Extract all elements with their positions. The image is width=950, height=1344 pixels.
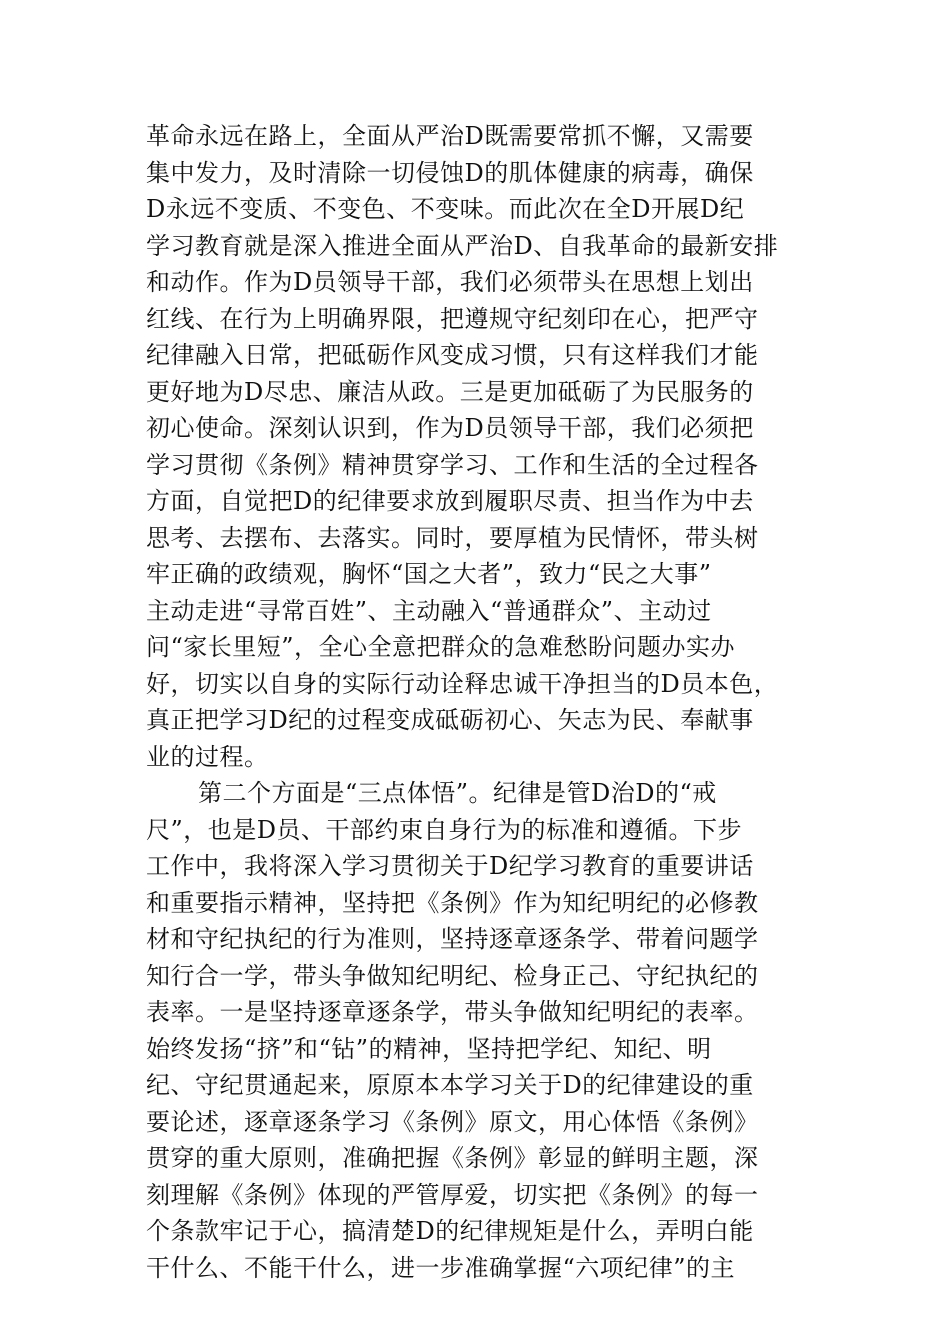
text-line: 学习贯彻《条例》精神贯穿学习、工作和生活的全过程各 xyxy=(146,450,759,479)
text-line: 和动作。作为D员领导干部，我们必须带头在思想上划出 xyxy=(146,268,754,296)
text-line: 始终发扬“挤”和“钻”的精神，坚持把学纪、知纪、明 xyxy=(146,1034,712,1063)
text-line: 真正把学习D纪的过程变成砥砺初心、矢志为民、奉献事 xyxy=(146,706,754,734)
paragraph-start-line: 第二个方面是“三点体悟”。纪律是管D治D的“戒 xyxy=(198,779,717,807)
text-line: 革命永远在路上，全面从严治D既需要常抓不懈，又需要 xyxy=(146,122,754,150)
text-line: 工作中，我将深入学习贯彻关于D纪学习教育的重要讲话 xyxy=(146,852,754,880)
text-line: 红线、在行为上明确界限，把遵规守纪刻印在心，把严守 xyxy=(146,304,759,333)
text-line: 干什么、不能干什么，进一步准确掌握“六项纪律”的主 xyxy=(146,1253,736,1282)
text-line: 问“家长里短”，全心全意把群众的急难愁盼问题办实办 xyxy=(146,633,736,661)
text-line: 纪律融入日常，把砥砺作风变成习惯，只有这样我们才能 xyxy=(146,341,759,369)
text-line: 学习教育就是深入推进全面从严治D、自我革命的最新安排 xyxy=(146,231,779,260)
text-line: 主动走进“寻常百姓”、主动融入“普通群众”、主动过 xyxy=(146,596,712,625)
text-line: 贯穿的重大原则，准确把握《条例》彰显的鲜明主题，深 xyxy=(146,1144,759,1172)
text-line: 初心使命。深刻认识到，作为D员领导干部，我们必须把 xyxy=(146,414,754,442)
text-line: 个条款牢记于心，搞清楚D的纪律规矩是什么，弄明白能 xyxy=(146,1217,754,1245)
text-line: 业的过程。 xyxy=(146,742,269,771)
text-line: 牢正确的政绩观，胸怀“国之大者”，致力“民之大事” xyxy=(146,560,712,588)
text-line: 表率。一是坚持逐章逐条学，带头争做知纪明纪的表率。 xyxy=(146,998,759,1026)
body-text xyxy=(146,118,810,1286)
text-line: 要论述，逐章逐条学习《条例》原文，用心体悟《条例》 xyxy=(146,1107,759,1136)
text-line: 方面，自觉把D的纪律要求放到履职尽责、担当作为中去 xyxy=(146,487,754,515)
text-line: 思考、去摆布、去落实。同时，要厚植为民情怀，带头树 xyxy=(146,523,759,552)
text-line: 集中发力，及时清除一切侵蚀D的肌体健康的病毒，确保 xyxy=(146,158,754,187)
text-line: 刻理解《条例》体现的严管厚爱，切实把《条例》的每一 xyxy=(146,1180,759,1209)
text-line: 纪、守纪贯通起来，原原本本学习关于D的纪律建设的重 xyxy=(146,1071,754,1099)
text-line: 知行合一学，带头争做知纪明纪、检身正己、守纪执纪的 xyxy=(146,961,759,990)
text-line: 更好地为D尽忠、廉洁从政。三是更加砥砺了为民服务的 xyxy=(146,377,754,406)
text-line: 和重要指示精神，坚持把《条例》作为知纪明纪的必修教 xyxy=(146,888,759,917)
text-line: D永远不变质、不变色、不变味。而此次在全D开展D纪 xyxy=(146,195,745,223)
text-line: 材和守纪执纪的行为准则，坚持逐章逐条学、带着问题学 xyxy=(146,925,759,953)
text-line: 好，切实以自身的实际行动诠释忠诚干净担当的D员本色， xyxy=(146,669,779,698)
text-line: 尺”，也是D员、干部约束自身行为的标准和遵循。下步 xyxy=(146,815,743,844)
